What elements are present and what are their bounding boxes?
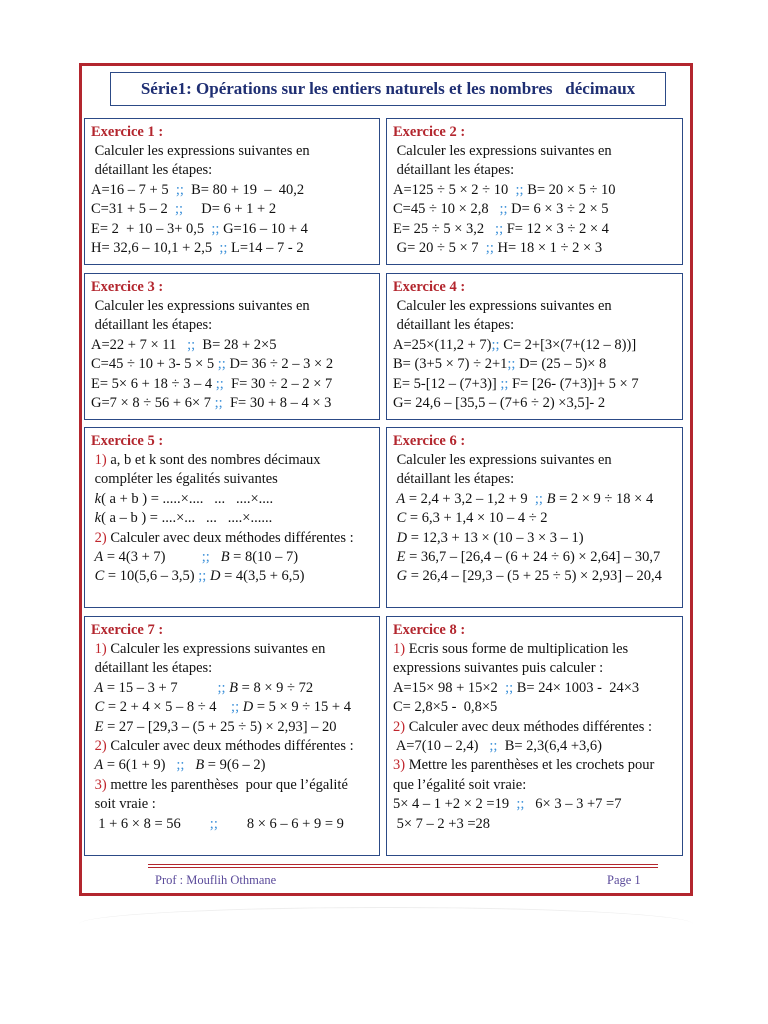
exercise-line: expressions suivantes puis calculer :	[393, 660, 604, 677]
exercise-heading: Exercice 5 :	[91, 433, 164, 449]
exercise-line	[91, 336, 373, 355]
line-segment: Ecris sous forme de multiplication les	[405, 641, 629, 657]
exercise-line	[393, 640, 676, 659]
line-segment: F= 30 + 8 – 4 × 3	[222, 395, 332, 412]
line-segment: D= 36 ÷ 2 – 3 × 2	[225, 356, 334, 373]
line-segment: A	[91, 679, 104, 696]
separator: ;;	[175, 181, 184, 198]
exercise-line	[393, 490, 676, 509]
exercise-card-6	[386, 427, 683, 608]
separator: ;;	[491, 336, 500, 353]
separator: ;;	[516, 796, 525, 813]
separator: ;;	[176, 757, 185, 774]
exercise-card-4	[386, 273, 683, 420]
separator: ;;	[495, 220, 504, 237]
separator: ;;	[507, 356, 516, 373]
line-segment: B	[546, 490, 556, 507]
line-segment: E= 25 ÷ 5 × 3,2	[393, 220, 496, 237]
line-segment: D	[242, 699, 254, 716]
page-title: Série1: Opérations sur les entiers naturels et les nombres décimaux	[140, 79, 636, 98]
line-segment: Calculer avec deux méthodes différentes :	[106, 529, 354, 546]
line-segment	[210, 549, 221, 565]
exercise-line	[91, 679, 373, 698]
line-segment: B	[229, 679, 239, 696]
line-segment: A	[91, 549, 104, 566]
line-segment: G	[393, 568, 408, 585]
line-segment: Calculer les expressions suivantes en	[106, 641, 326, 657]
line-segment: 5× 4 – 1 +2 × 2 =19	[393, 796, 517, 813]
separator: ;;	[500, 375, 509, 392]
exercise-line: Calculer les expressions suivantes en	[393, 298, 612, 314]
line-segment: = 9(6 – 2)	[204, 757, 266, 774]
line-segment: C	[91, 568, 105, 585]
exercise-line	[393, 509, 676, 528]
footer-rule-bottom	[148, 867, 658, 868]
exercise-heading: Exercice 2 :	[393, 124, 466, 140]
exercise-line	[91, 776, 373, 795]
question-number: 2)	[393, 718, 406, 735]
separator: ;;	[175, 201, 184, 218]
exercise-body	[91, 297, 373, 413]
title-box	[110, 72, 666, 106]
line-segment: = 6(1 + 9)	[103, 757, 177, 774]
line-segment: C=45 ÷ 10 + 3- 5 × 5	[91, 356, 218, 373]
exercise-line	[91, 548, 373, 567]
line-segment: A=7(10 – 2,4)	[393, 738, 490, 755]
exercise-line	[91, 718, 373, 737]
exercise-card-3	[84, 273, 380, 420]
exercise-line: 5× 7 – 2 +3 =28	[393, 815, 491, 832]
exercise-line	[91, 529, 373, 548]
exercise-line: compléter les égalités suivantes	[91, 471, 278, 488]
line-segment: = 4(3,5 + 6,5)	[220, 568, 305, 585]
exercise-line: que l’égalité soit vraie:	[393, 776, 527, 793]
line-segment: D= 6 × 3 ÷ 2 × 5	[507, 201, 609, 218]
exercise-card-2	[386, 118, 683, 265]
line-segment: F= 30 ÷ 2 – 2 × 7	[223, 375, 333, 392]
exercise-line	[393, 718, 676, 737]
question-number: 2)	[91, 529, 107, 546]
footer-author: Prof : Mouflih Othmane	[155, 873, 277, 887]
exercise-line	[393, 529, 676, 548]
exercise-body	[91, 142, 373, 258]
separator: ;;	[201, 549, 210, 566]
line-segment: B	[195, 757, 205, 774]
exercise-body	[91, 640, 373, 834]
exercise-line	[91, 509, 373, 528]
line-segment: = 10(5,6 – 3,5)	[104, 568, 199, 585]
separator: ;;	[211, 220, 220, 237]
line-segment: = 36,7 – [26,4 – (6 + 24 ÷ 6) × 2,64] – 30,7	[405, 549, 661, 566]
exercise-line: détaillant les étapes:	[91, 162, 213, 179]
exercise-line	[91, 375, 373, 394]
line-segment: 1 + 6 × 8 = 56	[91, 815, 210, 832]
line-segment	[184, 757, 195, 773]
exercise-line	[91, 200, 373, 219]
exercise-line	[393, 181, 676, 200]
exercise-line	[393, 355, 676, 374]
line-segment: A	[393, 490, 406, 507]
separator: ;;	[489, 738, 498, 755]
exercise-heading: Exercice 8 :	[393, 622, 466, 638]
exercise-line	[393, 756, 676, 775]
line-segment: E	[91, 718, 104, 735]
separator: ;;	[231, 699, 240, 716]
exercise-line	[91, 451, 373, 470]
line-segment: 8 × 6 – 6 + 9 = 9	[217, 815, 344, 832]
line-segment: ( a + b ) = .....×.... ... ....×....	[101, 490, 274, 507]
line-segment: A=125 ÷ 5 × 2 ÷ 10	[393, 181, 516, 198]
exercise-line	[91, 355, 373, 374]
line-segment: = 15 – 3 + 7	[103, 679, 218, 696]
line-segment: = 26,4 – [29,3 – (5 + 25 ÷ 5) × 2,93] – 20,4	[407, 568, 662, 585]
exercise-line	[393, 737, 676, 756]
line-segment: G= 20 ÷ 5 × 7	[393, 240, 486, 257]
line-segment: G= 24,6 – [35,5 – (7+6 ÷ 2) ×3,5]- 2	[393, 395, 606, 412]
line-segment: C=31 + 5 – 2	[91, 201, 176, 218]
exercise-body	[393, 142, 676, 258]
exercise-line	[393, 220, 676, 239]
line-segment: B= (3+5 × 7) ÷ 2+1	[393, 356, 508, 373]
exercise-body	[393, 640, 676, 834]
separator: ;;	[187, 336, 196, 353]
exercise-line	[393, 200, 676, 219]
line-segment: B= 28 + 2×5	[195, 336, 277, 353]
exercise-card-1	[84, 118, 380, 265]
separator: ;;	[505, 679, 514, 696]
separator: ;;	[215, 375, 224, 392]
line-segment: D= (25 – 5)× 8	[515, 356, 607, 373]
separator: ;;	[499, 201, 508, 218]
line-segment: C=45 ÷ 10 × 2,8	[393, 201, 500, 218]
line-segment: C	[393, 510, 407, 527]
line-segment: = 2,4 + 3,2 – 1,2 + 9	[405, 490, 535, 507]
question-number: 1)	[393, 641, 406, 657]
line-segment: E= 5× 6 + 18 ÷ 3 – 4	[91, 375, 216, 392]
line-segment: D= 6 + 1 + 2	[183, 201, 277, 218]
separator: ;;	[214, 395, 223, 412]
question-number: 2)	[91, 738, 107, 755]
line-segment: = 12,3 + 13 × (10 – 3 × 3 – 1)	[407, 529, 584, 546]
exercise-line	[91, 737, 373, 756]
line-segment: A=25×(11,2 + 7)	[393, 336, 492, 353]
exercise-line: détaillant les étapes:	[393, 317, 515, 334]
line-segment: F= 12 × 3 ÷ 2 × 4	[503, 220, 609, 237]
line-segment: B= 2,3(6,4 +3,6)	[497, 738, 603, 755]
line-segment: = 8 × 9 ÷ 72	[238, 679, 314, 696]
footer-page-number: Page 1	[607, 873, 641, 887]
line-segment: C= 2+[3×(7+(12 – 8))]	[499, 336, 637, 353]
exercise-line: Calculer les expressions suivantes en	[393, 452, 612, 468]
exercise-line	[393, 239, 676, 258]
separator: ;;	[534, 490, 543, 507]
exercise-line	[393, 375, 676, 394]
line-segment: G=7 × 8 ÷ 56 + 6× 7	[91, 395, 215, 412]
line-segment: H= 18 × 1 ÷ 2 × 3	[493, 240, 603, 257]
line-segment: A=22 + 7 × 11	[91, 336, 188, 353]
line-segment: B	[220, 549, 230, 566]
separator: ;;	[217, 679, 226, 696]
line-segment: 6× 3 – 3 +7 =7	[524, 796, 622, 813]
line-segment: k	[91, 510, 102, 527]
line-segment: A	[91, 757, 104, 774]
line-segment: = 8(10 – 7)	[229, 549, 299, 566]
exercise-line	[393, 394, 676, 413]
line-segment: C	[91, 699, 105, 716]
exercise-line: détaillant les étapes:	[393, 471, 515, 488]
footer-rule-top	[148, 864, 658, 865]
exercise-line	[393, 548, 676, 567]
exercise-line	[393, 567, 676, 586]
question-number: 1)	[91, 641, 107, 657]
line-segment: E	[393, 549, 406, 566]
line-segment: A=16 – 7 + 5	[91, 181, 176, 198]
exercise-line	[91, 490, 373, 509]
exercise-heading: Exercice 4 :	[393, 279, 466, 295]
line-segment: mettre les parenthèses pour que l’égalité	[106, 776, 348, 793]
exercise-line	[91, 220, 373, 239]
exercise-heading: Exercice 1 :	[91, 124, 164, 140]
line-segment: Calculer avec deux méthodes différentes :	[106, 738, 354, 755]
exercise-line: détaillant les étapes:	[91, 317, 213, 334]
line-segment: G=16 – 10 + 4	[219, 220, 308, 237]
exercise-line	[91, 239, 373, 258]
line-segment: a, b et k sont des nombres décimaux	[106, 452, 321, 468]
line-segment: F= [26- (7+3)]+ 5 × 7	[508, 375, 639, 392]
exercise-card-5	[84, 427, 380, 608]
line-segment: = 27 – [29,3 – (5 + 25 ÷ 5) × 2,93] – 20	[103, 718, 337, 735]
exercise-line: Calculer les expressions suivantes en	[393, 143, 612, 159]
exercise-line: Calculer les expressions suivantes en	[91, 143, 310, 159]
line-segment: B= 20 × 5 ÷ 10	[523, 181, 616, 198]
exercise-line	[91, 567, 373, 586]
line-segment: B= 80 + 19 – 40,2	[183, 181, 305, 198]
line-segment: = 6,3 + 1,4 × 10 – 4 ÷ 2	[406, 510, 548, 527]
exercise-line	[91, 756, 373, 775]
separator: ;;	[515, 181, 524, 198]
separator: ;;	[219, 240, 228, 257]
exercise-heading: Exercice 7 :	[91, 622, 164, 638]
line-segment: D	[209, 568, 221, 585]
line-segment: = 2 + 4 × 5 – 8 ÷ 4	[104, 699, 232, 716]
exercise-line	[393, 795, 676, 814]
separator: ;;	[209, 815, 218, 832]
exercise-heading: Exercice 6 :	[393, 433, 466, 449]
exercise-line	[91, 640, 373, 659]
exercise-line	[393, 336, 676, 355]
line-segment: E= 5-[12 – (7+3)]	[393, 375, 501, 392]
line-segment: H= 32,6 – 10,1 + 2,5	[91, 240, 220, 257]
exercise-body	[91, 451, 373, 587]
separator: ;;	[198, 568, 207, 585]
exercise-line: détaillant les étapes:	[91, 660, 213, 677]
line-segment: A=15× 98 + 15×2	[393, 679, 506, 696]
exercise-card-8	[386, 616, 683, 856]
line-segment: = 2 × 9 ÷ 18 × 4	[555, 490, 654, 507]
line-segment: L=14 – 7 - 2	[227, 240, 304, 257]
exercise-line: C= 2,8×5 - 0,8×5	[393, 699, 498, 716]
exercise-line	[91, 698, 373, 717]
exercise-line: détaillant les étapes:	[393, 162, 515, 179]
line-segment: Mettre les parenthèses et les crochets pour	[405, 757, 655, 774]
exercise-line: Calculer les expressions suivantes en	[91, 298, 310, 314]
line-segment: = 5 × 9 ÷ 15 + 4	[253, 699, 351, 716]
line-segment: ( a – b ) = ....×... ... ....×......	[101, 510, 273, 527]
exercise-body	[393, 297, 676, 413]
separator: ;;	[485, 240, 494, 257]
exercise-line	[393, 679, 676, 698]
exercise-line	[91, 815, 373, 834]
exercise-line: soit vraie :	[91, 796, 156, 813]
line-segment: D	[393, 529, 408, 546]
exercise-body	[393, 451, 676, 587]
question-number: 3)	[393, 757, 406, 774]
line-segment: Calculer avec deux méthodes différentes :	[405, 718, 653, 735]
line-segment: E= 2 + 10 – 3+ 0,5	[91, 220, 212, 237]
line-segment: k	[91, 490, 102, 507]
page-bottom-edge	[79, 907, 693, 924]
separator: ;;	[217, 356, 226, 373]
question-number: 1)	[91, 452, 107, 468]
exercise-line	[91, 181, 373, 200]
line-segment: B= 24× 1003 - 24×3	[513, 679, 640, 696]
exercise-heading: Exercice 3 :	[91, 279, 164, 295]
exercise-card-7	[84, 616, 380, 856]
question-number: 3)	[91, 776, 107, 793]
line-segment: = 4(3 + 7)	[103, 549, 202, 566]
exercise-line	[91, 394, 373, 413]
